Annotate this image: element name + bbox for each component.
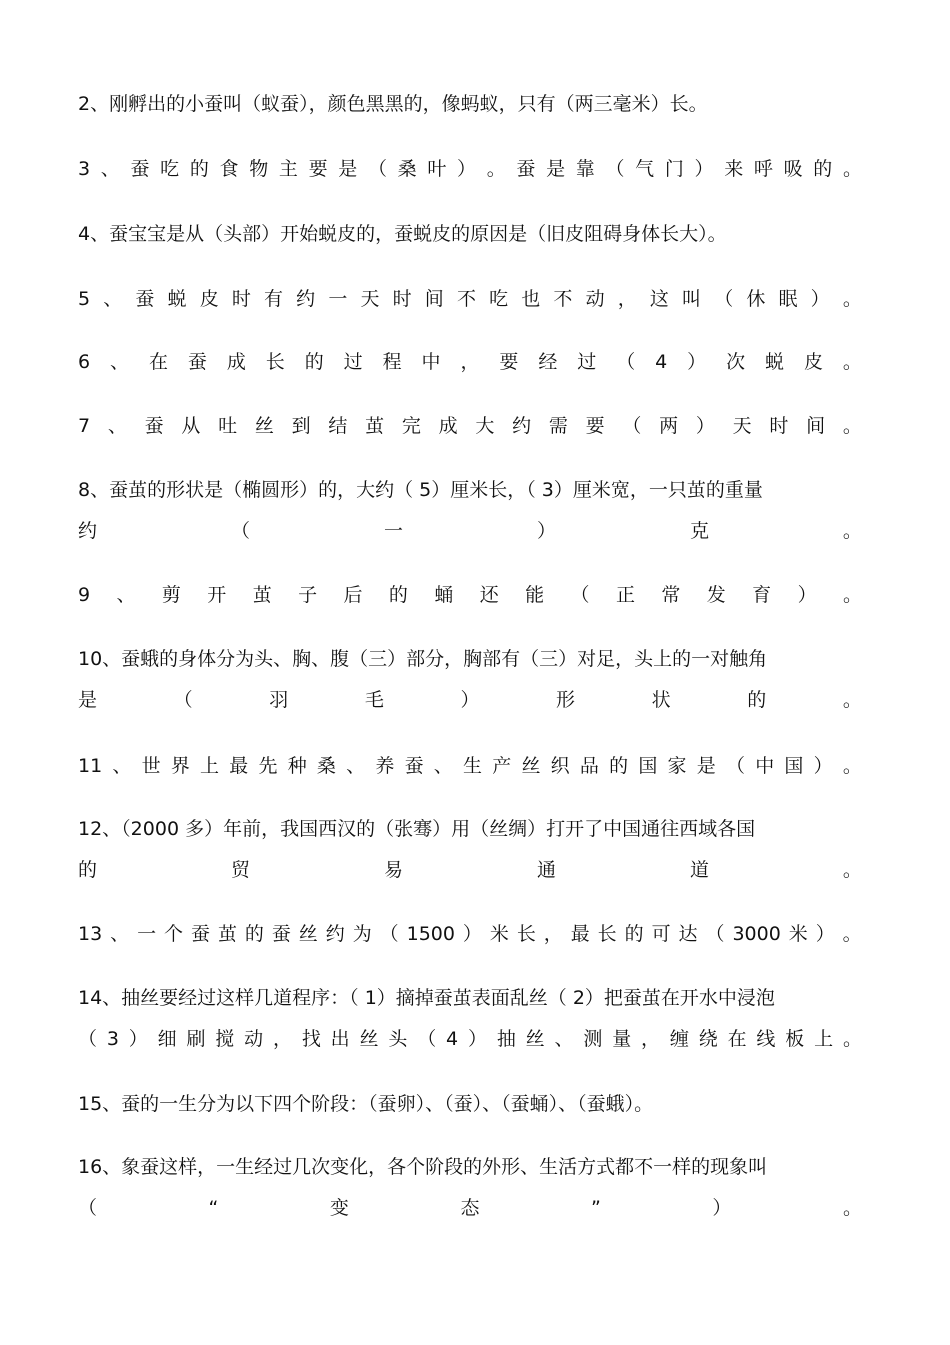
- text-line: 8、蚕茧的形状是（椭圆形）的，大约（ 5）厘米长，（ 3）厘米宽，一只茧的重量: [78, 479, 763, 501]
- text-line: 16、象蚕这样，一生经过几次变化，各个阶段的外形、生活方式都不一样的现象叫: [78, 1156, 768, 1178]
- text-line: 是 （ 羽 毛 ） 形 状 的 。: [78, 689, 862, 711]
- text-line: 2、刚孵出的小蚕叫（蚁蚕），颜色黑黑的，像蚂蚁，只有（两三毫米）长。: [78, 93, 708, 115]
- text-line: 5 、 蚕 蜕 皮 时 有 约 一 天 时 间 不 吃 也 不 动 ， 这 叫 （ 休 眠 ） 。: [78, 288, 862, 310]
- text-line: （ “ 变 态 ” ） 。: [78, 1197, 862, 1219]
- text-line: 15、蚕的一生分为以下四个阶段：（蚕卵）、（蚕）、（蚕蛹）、（蚕蛾）。: [78, 1093, 654, 1115]
- text-line: 3 、 蚕 吃 的 食 物 主 要 是 （ 桑 叶 ） 。 蚕 是 靠 （ 气 门 ） 来 呼 吸 的 。: [78, 158, 862, 180]
- text-line: 9 、 剪 开 茧 子 后 的 蛹 还 能 （ 正 常 发 育 ） 。: [78, 584, 862, 606]
- text-line: 10、蚕蛾的身体分为头、胸、腹（三）部分，胸部有（三）对足，头上的一对触角: [78, 648, 768, 670]
- text-line: 6 、 在 蚕 成 长 的 过 程 中 ， 要 经 过 （ 4 ） 次 蜕 皮 。: [78, 351, 862, 373]
- text-line: （ 3 ） 细 刷 搅 动 ， 找 出 丝 头 （ 4 ） 抽 丝 、 测 量 ， 缠 绕 在 线 板 上 。: [78, 1028, 862, 1050]
- text-line: 的 贸 易 通 道 。: [78, 859, 862, 881]
- text-line: 4、蚕宝宝是从（头部）开始蜕皮的，蚕蜕皮的原因是（旧皮阻碍身体长大）。: [78, 223, 727, 245]
- text-line: 11 、 世 界 上 最 先 种 桑 、 养 蚕 、 生 产 丝 织 品 的 国 家 是 （ 中 国 ） 。: [78, 755, 862, 777]
- text-line: 14、抽丝要经过这样几道程序：（ 1）摘掉蚕茧表面乱丝（ 2）把蚕茧在开水中浸泡: [78, 987, 775, 1009]
- text-line: 12、（2000 多）年前，我国西汉的（张骞）用（丝绸）打开了中国通往西域各国: [78, 818, 756, 840]
- text-line: 13 、 一 个 蚕 茧 的 蚕 丝 约 为 （ 1500 ） 米 长 ， 最 长 的 可 达 （ 3000 米 ） 。: [78, 923, 862, 945]
- text-line: 7 、 蚕 从 吐 丝 到 结 茧 完 成 大 约 需 要 （ 两 ） 天 时 间 。: [78, 415, 862, 437]
- text-line: 约 （ 一 ） 克 。: [78, 520, 862, 542]
